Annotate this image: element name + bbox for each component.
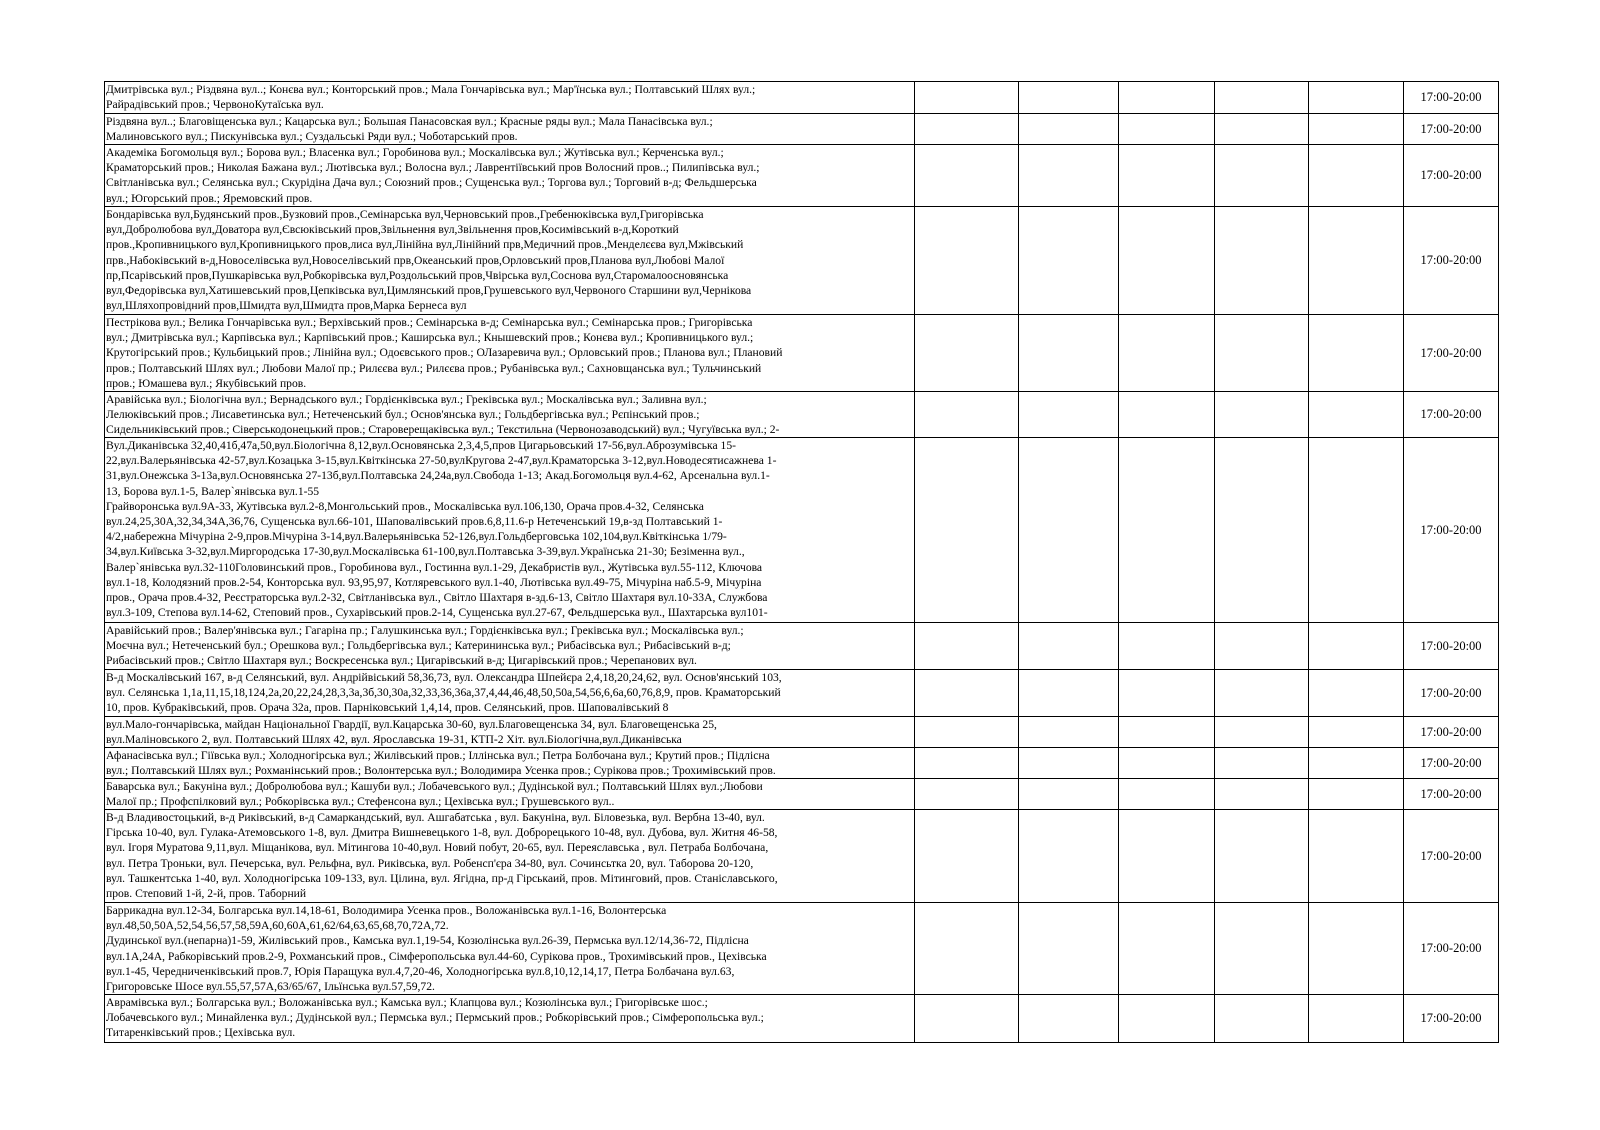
empty-cell bbox=[1119, 82, 1215, 114]
address-text: В-д Владивостоцький, в-д Риківський, в-д Самаркандський, вул. Ашгабатська , вул. Бакуніна, вул. Біловезька, вул. Вербна 13-40, вул. Гірська 10-40, вул. Гулака-Атемовського 1-8, вул. Дмитра Вишневецького 1-8, вул. Доброрецького 10-48, вул. Дубова, вул. Житня 46-58, вул. Ігоря Муратова 9,11,вул. Міщанікова, вул. Мітингова 10-40,вул. Новий побут, 20-65, вул. Переяславська , вул. Петраба Болбочана, вул. Петра Троньки, вул. Печерська, вул. Рельфна, вул. Риківська, вул. Робенсп'єра 34-80, вул. Сочинсьтка 20, вул. Таборова 20-120, вул. Ташкентська 1-40, вул. Холодногірська 109-133, вул. Цілина, вул. Ягідна, пр-д Гірськаий, пров. Мітинговий, пров. Станіславського, пров. Степовий 1-й, 2-й, пров. Таборний bbox=[106, 811, 778, 901]
empty-cell bbox=[915, 623, 1019, 670]
empty-cell bbox=[1215, 779, 1309, 810]
address-cell bbox=[105, 623, 915, 670]
empty-cell bbox=[1215, 903, 1309, 995]
empty-cell bbox=[1215, 438, 1309, 623]
address-text: Аравійська вул.; Біологічна вул.; Вернадського вул.; Гордієнківська вул.; Греківська вул.; Москалівська вул.; Заливна вул.; Лелюківський пров.; Лисаветинська вул.; Нетеченський бул.; Основ'янська вул.; Гольдбергівська вул.; Рєпінський пров.; Сидельниківський пров.; Сіверськодонецький пров.; Староверещаківська вул.; Текстильна (Червонозаводський) вул.; Чугуївська вул.; 2- bbox=[106, 393, 780, 437]
empty-cell bbox=[1119, 114, 1215, 145]
empty-cell bbox=[1309, 145, 1404, 207]
empty-cell bbox=[1215, 748, 1309, 779]
table-row bbox=[105, 779, 1499, 810]
empty-cell bbox=[1119, 995, 1215, 1043]
address-cell bbox=[105, 392, 915, 438]
empty-cell bbox=[915, 995, 1019, 1043]
table-row bbox=[105, 717, 1499, 748]
empty-cell bbox=[915, 717, 1019, 748]
address-cell bbox=[105, 438, 915, 623]
time-cell: 17:00-20:00 bbox=[1404, 392, 1499, 438]
empty-cell bbox=[1215, 315, 1309, 392]
empty-cell bbox=[1119, 315, 1215, 392]
table-row bbox=[105, 903, 1499, 995]
empty-cell bbox=[1309, 438, 1404, 623]
empty-cell bbox=[1119, 717, 1215, 748]
empty-cell bbox=[915, 392, 1019, 438]
empty-cell bbox=[1119, 810, 1215, 903]
time-cell: 17:00-20:00 bbox=[1404, 145, 1499, 207]
address-cell bbox=[105, 145, 915, 207]
address-cell bbox=[105, 82, 915, 114]
time-cell: 17:00-20:00 bbox=[1404, 810, 1499, 903]
schedule-table-body bbox=[105, 82, 1499, 1043]
time-cell: 17:00-20:00 bbox=[1404, 995, 1499, 1043]
time-cell: 17:00-20:00 bbox=[1404, 82, 1499, 114]
empty-cell bbox=[1019, 82, 1119, 114]
empty-cell bbox=[1119, 670, 1215, 717]
table-row bbox=[105, 810, 1499, 903]
table-row bbox=[105, 623, 1499, 670]
empty-cell bbox=[1019, 145, 1119, 207]
empty-cell bbox=[1215, 717, 1309, 748]
address-cell bbox=[105, 903, 915, 995]
table-row bbox=[105, 207, 1499, 315]
empty-cell bbox=[915, 82, 1019, 114]
address-text: Баварська вул.; Бакуніна вул.; Добролюбова вул.; Кашуби вул.; Лобачевського вул.; Дудінськой вул.; Полтавський Шлях вул.;Любови Малої пр.; Профспілковий вул.; Робкорівська вул.; Стефенсона вул.; Цехівська вул.; Грушевського вул.. bbox=[106, 780, 763, 809]
time-cell: 17:00-20:00 bbox=[1404, 207, 1499, 315]
address-text: Дмитрівська вул.; Різдвяна вул..; Конєва вул.; Конторський пров.; Мала Гончарівська вул.; Мар'їнська вул.; Полтавський Шлях вул.; Райрадівський пров.; ЧервоноКутаїська вул. bbox=[106, 83, 756, 112]
empty-cell bbox=[1215, 670, 1309, 717]
time-cell: 17:00-20:00 bbox=[1404, 438, 1499, 623]
table-row bbox=[105, 114, 1499, 145]
time-cell: 17:00-20:00 bbox=[1404, 670, 1499, 717]
table-row bbox=[105, 995, 1499, 1043]
empty-cell bbox=[1119, 392, 1215, 438]
empty-cell bbox=[1309, 903, 1404, 995]
empty-cell bbox=[1019, 207, 1119, 315]
table-row bbox=[105, 392, 1499, 438]
table-row bbox=[105, 315, 1499, 392]
empty-cell bbox=[1019, 903, 1119, 995]
address-cell bbox=[105, 748, 915, 779]
address-text: Афанасівська вул.; Гіївська вул.; Холодногірська вул.; Жилівський пров.; Іллінська вул.; Петра Болбочана вул.; Крутий пров.; Підлісна вул.; Полтавський Шлях вул.; Рохманінський пров.; Волонтерська вул.; Володимира Усенка пров.; Сурікова пров.; Трохимівський пров. bbox=[106, 749, 776, 778]
empty-cell bbox=[1119, 748, 1215, 779]
empty-cell bbox=[1119, 438, 1215, 623]
empty-cell bbox=[1119, 623, 1215, 670]
empty-cell bbox=[1215, 995, 1309, 1043]
empty-cell bbox=[1309, 670, 1404, 717]
empty-cell bbox=[1309, 82, 1404, 114]
empty-cell bbox=[915, 315, 1019, 392]
address-text: Бондарівська вул,Будянський пров.,Бузковий пров.,Семінарська вул,Черновський пров.,Гребенюківська вул,Григорівська вул,Добролюбова вул,Доватора вул,Євсюківський пров,Звільнення вул,Звільнення пров,Косимівський в-д,Короткий пров.,Кропивницького вул,Кропивницького пров,лиса вул,Лінійна вул,Лінійний прв,Медичний пров.,Менделєєва вул,Мжівський прв.,Набоківський в-д,Новоселівська вул,Новоселівський прв,Океанський пров,Орловський пров,Планова вул,Любові Малої пр,Псарівський пров,Пушкарівська вул,Робкорівська вул,Роздольський пров,Чвірська вул,Соснова вул,Старомалоосновянська вул,Федорівська вул,Хатишевський пров,Цепківська вул,Цимлянський пров,Грушевського вул,Червоного Старшини вул,Чернікова вул,Шляхопровідний пров,Шмидта вул,Шмидта пров,Марка Бернеса вул bbox=[106, 208, 752, 313]
empty-cell bbox=[915, 207, 1019, 315]
address-cell bbox=[105, 717, 915, 748]
empty-cell bbox=[1019, 392, 1119, 438]
address-cell bbox=[105, 315, 915, 392]
empty-cell bbox=[1215, 114, 1309, 145]
empty-cell bbox=[1309, 623, 1404, 670]
empty-cell bbox=[915, 670, 1019, 717]
empty-cell bbox=[1215, 810, 1309, 903]
empty-cell bbox=[1309, 315, 1404, 392]
time-cell: 17:00-20:00 bbox=[1404, 779, 1499, 810]
empty-cell bbox=[1215, 145, 1309, 207]
empty-cell bbox=[1019, 810, 1119, 903]
address-text: Різдвяна вул..; Благовіщенська вул.; Кацарська вул.; Большая Панасовская вул.; Красные ряды вул.; Мала Панасівська вул.; Малиновського вул.; Пискунівська вул.; Суздальські Ряди вул.; Чоботарський пров. bbox=[106, 115, 713, 144]
table-row bbox=[105, 438, 1499, 623]
time-cell: 17:00-20:00 bbox=[1404, 315, 1499, 392]
time-cell: 17:00-20:00 bbox=[1404, 717, 1499, 748]
empty-cell bbox=[1309, 995, 1404, 1043]
address-text: вул.Мало-гончарівська, майдан Національної Гвардії, вул.Кацарська 30-60, вул.Благовещенська 34, вул. Благовещенська 25, вул.Маліновського 2, вул. Полтавський Шлях 42, вул. Ярославська 19-31, КТП-2 Хіт. вул.Біологічна,вул.Диканівська bbox=[106, 718, 717, 747]
empty-cell bbox=[1309, 207, 1404, 315]
address-text: Академіка Богомольця вул.; Борова вул.; Власенка вул.; Горобинова вул.; Москалівська вул.; Жутівська вул.; Керченська вул.; Краматорський пров.; Николая Бажана вул.; Лютівська вул.; Волосна вул.; Лаврентіївський пров Волосний пров..; Пилипівська вул.; Світланівська вул.; Селянська вул.; Скурідіна Дача вул.; Союзний пров.; Сущенська вул.; Торгова вул.; Торговий в-д; Фельдшерська вул.; Югорський пров.; Яремовский пров. bbox=[106, 146, 760, 205]
empty-cell bbox=[1019, 438, 1119, 623]
empty-cell bbox=[1119, 903, 1215, 995]
address-cell bbox=[105, 114, 915, 145]
schedule-table bbox=[104, 81, 1499, 1043]
time-cell: 17:00-20:00 bbox=[1404, 623, 1499, 670]
empty-cell bbox=[1309, 717, 1404, 748]
empty-cell bbox=[1309, 779, 1404, 810]
empty-cell bbox=[1119, 145, 1215, 207]
empty-cell bbox=[1215, 623, 1309, 670]
address-cell bbox=[105, 995, 915, 1043]
empty-cell bbox=[1019, 748, 1119, 779]
address-text: Баррикадна вул.12-34, Болгарська вул.14,18-61, Володимира Усенка пров., Воложанівська вул.1-16, Волонтерська вул.48,50,50А,52,54,56,57,58,59А,60,60А,61,62/64,63,65,68,70,72А,72. Дудинської вул.(непарна)1-59, Жилівський пров., Камська вул.1,19-54, Козюлінська вул.26-39, Пермська вул.12/14,36-72, Підлісна вул.1А,24А, Рабкорівський пров.2-9, Рохманський пров., Сімферопольська вул.44-60, Сурікова пров., Трохимівський пров., Цехівська вул.1-45, Чередниченківський пров.7, Юрія Паращука вул.4,7,20-46, Холодногірська вул.8,10,12,14,17, Петра Болбачана вул.63, Григоровське Шосе вул.55,57,57А,63/65/67, Ільїнська вул.57,59,72. bbox=[106, 904, 767, 994]
table-row bbox=[105, 82, 1499, 114]
empty-cell bbox=[1019, 779, 1119, 810]
empty-cell bbox=[1019, 623, 1119, 670]
empty-cell bbox=[915, 114, 1019, 145]
empty-cell bbox=[915, 748, 1019, 779]
empty-cell bbox=[1309, 392, 1404, 438]
time-cell: 17:00-20:00 bbox=[1404, 748, 1499, 779]
empty-cell bbox=[915, 145, 1019, 207]
empty-cell bbox=[915, 903, 1019, 995]
empty-cell bbox=[1019, 114, 1119, 145]
empty-cell bbox=[1019, 315, 1119, 392]
empty-cell bbox=[1019, 995, 1119, 1043]
empty-cell bbox=[915, 779, 1019, 810]
empty-cell bbox=[1119, 779, 1215, 810]
empty-cell bbox=[1019, 717, 1119, 748]
table-row bbox=[105, 748, 1499, 779]
address-cell bbox=[105, 779, 915, 810]
address-text: Вул.Диканівська 32,40,41б,47а,50,вул.Біологічна 8,12,вул.Основянська 2,3,4,5,пров Цигарьовський 17-56,вул.Аброзумівська 15- 22,вул.Валерьянівська 42-57,вул.Козацька 3-15,вул.Квіткінська 27-50,вулКругова 2-47,вул.Краматорська 3-12,вул.Новодесятисажнева 1- 31,вул.Онежська 3-13а,вул.Основянська 27-13б,вул.Полтавська 24,24а,вул.Свобода 1-13; Акад.Богомольця вул.4-62, Арсенальна вул.1- 13, Борова вул.1-5, Валер`янівська вул.1-55 Грайворонська вул.9А-33, Жутівська вул.2-8,Монгольський пров., Москалівська вул.106,130, Орача пров.4-32, Селянська вул.24,25,30А,32,34,34А,36,76, Сущенська вул.66-101, Шаповалівський пров.6,8,11.6-р Нетеченський 19,в-зд Полтавський 1- 4/2,набережна Мічуріна 2-9,пров.Мічуріна 3-14,вул.Валерьянівська 52-126,вул.Гольдберговська 102,104,вул.Квіткінська 1/79- 34,вул.Київська 3-32,вул.Миргородська 17-30,вул.Москалівська 61-100,вул.Полтавська 3-39,вул.Українська 21-30; Безіменна вул., Валер`янівська вул.32-110Головинський пров., Горобинова вул., Гостинна вул.1-29, Декабристів вул., Жутівська вул.55-112, Ключова вул.1-18, Колодязний пров.2-54, Конторська вул. 93,95,97, Котляревського вул.1-40, Лютівська вул.49-75, Мічуріна наб.5-9, Мічуріна пров., Орача пров.4-32, Реєстраторська вул.2-32, Світланівська вул., Світло Шахтаря в-зд.6-13, Світло Шахтаря вул.10-33А, Службова вул.3-109, Степова вул.14-62, Степовий пров., Сухарівський пров.2-14, Сущенська вул.27-67, Фельдшерська вул., Шахтарська вул101- bbox=[106, 439, 777, 620]
table-row bbox=[105, 670, 1499, 717]
empty-cell bbox=[1309, 810, 1404, 903]
address-cell bbox=[105, 670, 915, 717]
address-text: Аврамівська вул.; Болгарська вул.; Воложанівська вул.; Камська вул.; Клапцова вул.; Козюлінська вул.; Григорівське шос.; Лобачевського вул.; Минайленка вул.; Дудінськой вул.; Пермська вул.; Пермський пров.; Робкорівський пров.; Сімферопольська вул.; Титаренківський пров.; Цехівська вул. bbox=[106, 996, 764, 1040]
empty-cell bbox=[915, 438, 1019, 623]
address-text: Пестрікова вул.; Велика Гончарівська вул.; Верхівський пров.; Семінарська в-д; Семінарська вул.; Семінарська пров.; Григорівська вул.; Дмитрівська вул.; Карпівська вул.; Карпівський пров.; Каширська вул.; Кнышевский пров.; Конєва вул.; Кропивницького вул.; Крутогірський пров.; Кульбицький пров.; Лінійна вул.; Одоєвського пров.; ОЛазаревича вул.; Орловський пров.; Планова вул.; Плановий пров.; Полтавський Шлях вул.; Любови Малої пр.; Рилєєва вул.; Рилєєва пров.; Рубанівська вул.; Сахновщанська вул.; Тульчинський пров.; Юмашева вул.; Якубівський пров. bbox=[106, 316, 783, 390]
empty-cell bbox=[1309, 748, 1404, 779]
address-cell bbox=[105, 810, 915, 903]
empty-cell bbox=[1309, 114, 1404, 145]
empty-cell bbox=[1215, 392, 1309, 438]
address-text: В-д Москалівський 167, в-д Селянський, вул. Андрійвіський 58,36,73, вул. Олександра Шпейєра 2,4,18,20,24,62, вул. Основ'янський 103, вул. Селянська 1,1а,11,15,18,124,2а,20,22,24,28,3,3а,3б,30,30а,32,33,36,36а,37,4,44,46,48,50,50а,54,56,6,6а,60,76,8,9, пров. Краматорський 10, пров. Кубраківський, пров. Орача 32а, пров. Парніковський 1,4,14, пров. Селянський, пров. Шаповалівський 8 bbox=[106, 671, 782, 715]
time-cell: 17:00-20:00 bbox=[1404, 903, 1499, 995]
empty-cell bbox=[1019, 670, 1119, 717]
empty-cell bbox=[1215, 207, 1309, 315]
empty-cell bbox=[915, 810, 1019, 903]
address-cell bbox=[105, 207, 915, 315]
time-cell: 17:00-20:00 bbox=[1404, 114, 1499, 145]
table-row bbox=[105, 145, 1499, 207]
empty-cell bbox=[1119, 207, 1215, 315]
address-text: Аравійський пров.; Валер'янівська вул.; Гагаріна пр.; Галушкинська вул.; Гордієнківська вул.; Греківська вул.; Москалівська вул.; Моєчна вул.; Нетеченський бул.; Орешкова вул.; Гольдбергівська вул.; Катерининська вул.; Рибасівська вул.; Рибасівський в-д; Рибасівський пров.; Світло Шахтаря вул.; Воскресенська вул.; Цигарівський в-д; Цигарівський пров.; Черепанових вул. bbox=[106, 624, 744, 668]
empty-cell bbox=[1215, 82, 1309, 114]
